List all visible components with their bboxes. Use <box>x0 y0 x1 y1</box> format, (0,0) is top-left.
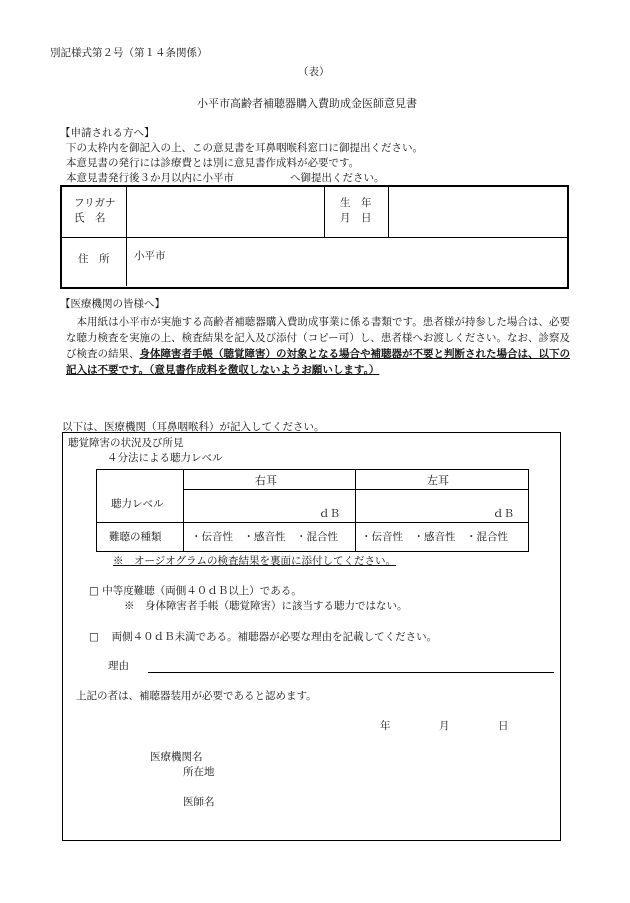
option1-checkbox[interactable]: □ <box>89 585 99 597</box>
option2-checkbox[interactable]: □ <box>89 631 99 643</box>
form-code: 別記様式第２号（第１４条関係） <box>50 47 208 59</box>
page-title: 小平市高齢者補聴器購入費助成金医師意見書 <box>197 97 417 110</box>
type-label: 難聴の種類 <box>109 531 162 543</box>
option1-row <box>89 585 302 598</box>
table-divider <box>355 470 356 551</box>
option1-note: ※ 身体障害者手帳（聴覚障害）に該当する聴力ではない。 <box>124 600 408 612</box>
dob-label-1: 生 年 <box>340 197 372 209</box>
date-day: 日 <box>498 720 509 732</box>
audiogram-note: ※ オージオグラムの検査結果を裏面に添付してください。 <box>113 555 396 567</box>
table-divider <box>183 489 528 490</box>
applicant-box-divider <box>324 187 325 237</box>
page-side: （表） <box>298 66 330 78</box>
applicant-box <box>60 185 569 289</box>
medical-notice-emphasis: 身体障害者手帳（聴覚障害）の対象となる場合や補聴器が不要と判断された場合は、以下の記入は不要です。（意見書作成料を徴収しないようお願いします。） <box>66 348 570 376</box>
applicant-box-divider <box>62 237 567 238</box>
option2-row <box>89 631 437 644</box>
left-db-unit: ｄＢ <box>493 508 514 520</box>
right-db-unit: ｄＢ <box>319 508 340 520</box>
table-divider <box>97 522 528 523</box>
applicant-line-1: 下の太枠内を御記入の上、この意見書を耳鼻咽喉科窓口に御提出ください。 <box>66 142 423 154</box>
table-divider <box>183 470 184 551</box>
level-label: 聴力レベル <box>111 498 164 510</box>
applicant-line-2: 本意見書の発行には診療費とは別に意見書作成料が必要です。 <box>66 157 360 169</box>
dob-label-2: 月 日 <box>340 212 372 224</box>
hearing-table <box>96 469 529 552</box>
right-type-options[interactable]: ・伝音性 ・感音性 ・混合性 <box>191 531 338 543</box>
name-field[interactable] <box>129 189 322 235</box>
applicant-box-divider <box>388 187 389 237</box>
left-ear-header: 左耳 <box>427 474 449 487</box>
certify-text: 上記の者は、補聴器装用が必要であると認めます。 <box>76 690 317 702</box>
date-month: 月 <box>439 720 450 732</box>
dob-field[interactable] <box>392 189 562 235</box>
location-label: 所在地 <box>183 766 215 778</box>
deadline-suffix: へ御提出ください。 <box>290 172 385 184</box>
right-ear-header: 右耳 <box>255 474 277 487</box>
address-field[interactable] <box>134 250 559 280</box>
left-type-options[interactable]: ・伝音性 ・感音性 ・混合性 <box>361 531 508 543</box>
reason-label: 理由 <box>108 660 129 672</box>
deadline-prefix: 本意見書発行後３か月以内に小平市 <box>66 172 234 184</box>
address-label: 住 所 <box>78 253 110 265</box>
medical-intro: 以下は、医療機関（耳鼻咽喉科）が記入してください。 <box>62 421 325 433</box>
institution-label: 医療機関名 <box>150 751 203 763</box>
medical-notice-heading: 【医療機関の皆様へ】 <box>60 298 165 310</box>
doctor-label: 医師名 <box>183 796 215 808</box>
name-label: 氏 名 <box>74 212 106 224</box>
status-heading: 聴覚障害の状況及び所見 <box>68 437 184 449</box>
method-label: ４分法による聴力レベル <box>107 452 223 464</box>
address-value: 小平市 <box>134 250 166 262</box>
applicant-heading: 【申請される方へ】 <box>60 127 155 139</box>
date-year: 年 <box>380 720 391 732</box>
medical-notice-plain: 本用紙は小平市が実施する高齢者補聴器購入費助成事業に係る書類です。患者様が持参した場合は、必要な聴力検査を実施の上、検査結果を記入及び添付（コピー可）し、患者様へお渡しください。なお、診察及び検査の結果、 <box>66 316 570 360</box>
option1-label: 中等度難聴（両側４０ｄＢ以上）である。 <box>102 585 302 597</box>
option2-label: 両側４０ｄＢ未満である。補聴器が必要な理由を記載してください。 <box>111 631 438 643</box>
reason-input-line[interactable] <box>148 672 554 673</box>
medical-notice-body <box>66 314 570 378</box>
deadline-line <box>66 172 385 185</box>
furigana-label: フリガナ <box>74 197 116 209</box>
